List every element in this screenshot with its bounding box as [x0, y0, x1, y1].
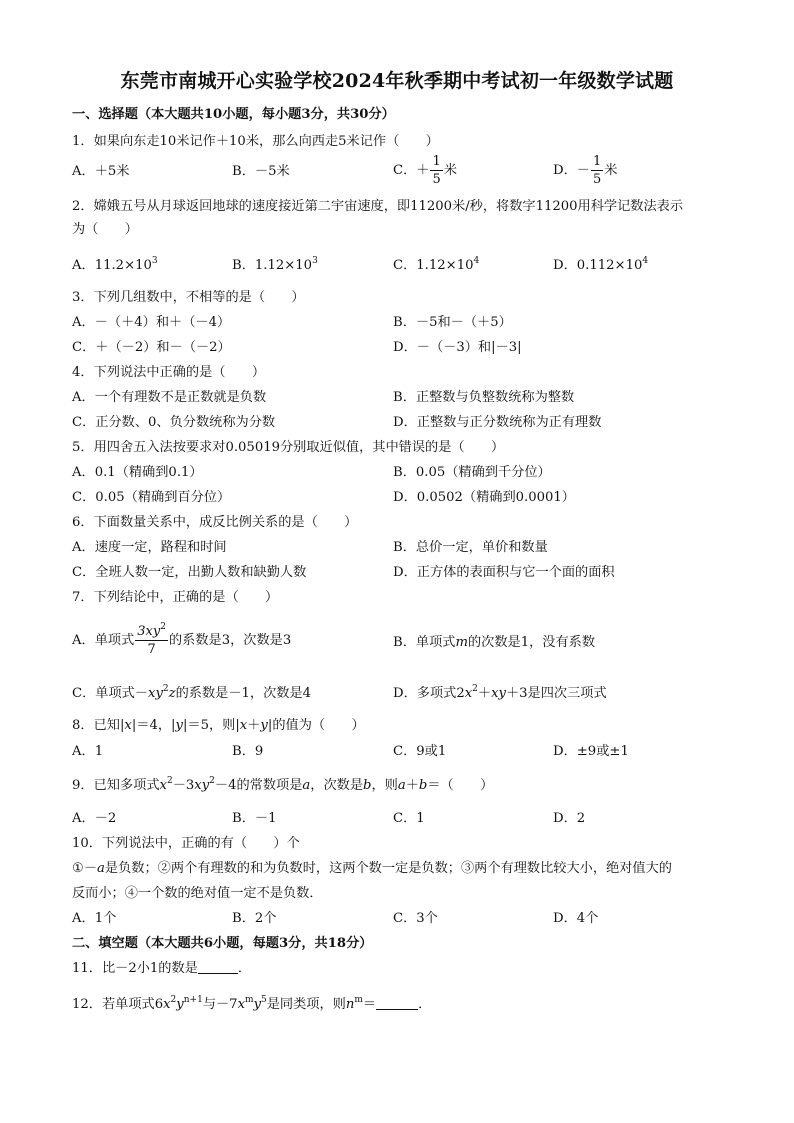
question-6-stem: 6．下面数量关系中，成反比例关系的是（ ） [72, 515, 358, 530]
section-2-heading: 二、填空题（本大题共6小题，每题3分，共18分） [72, 936, 373, 951]
question-4-stem: 4．下列说法中正确的是（ ） [72, 365, 266, 380]
q2-option-a: A．$11.2\times 10^3$ [72, 256, 158, 273]
q3-option-c: C．＋（－2）和－（－2） [72, 340, 231, 355]
q2-option-b: B．$1.12\times 10^3$ [232, 256, 318, 273]
answer-blank[interactable] [198, 960, 238, 974]
q7-option-d: D．多项式$2x^2+xy+3$是四次三项式 [393, 684, 607, 701]
q7-option-b: B．单项式m的次数是1，没有系数 [393, 635, 596, 650]
q9-option-c: C．1 [393, 811, 425, 826]
q10-option-b: B．2个 [232, 911, 277, 926]
q6-option-a: A．速度一定，路程和时间 [72, 540, 227, 555]
q2-option-d: D．$0.112\times 10^4$ [553, 256, 649, 273]
section-1-heading: 一、选择题（本大题共10小题，每小题3分，共30分） [72, 107, 395, 122]
fraction: $\frac{1}{5}$ [592, 154, 602, 187]
q10-option-c: C．3个 [393, 911, 438, 926]
question-1-stem: 1．如果向东走10米记作＋10米，那么向西走5米记作（ ） [72, 134, 439, 149]
fraction: $\frac{3xy^2}{7}$ [137, 622, 166, 657]
question-8-stem: 8．已知|x|＝4，|y|＝5，则|x＋y|的值为（ ） [72, 718, 365, 733]
q2-option-c: C．$1.12\times 10^4$ [393, 256, 480, 273]
q5-option-d: D．0.0502（精确到0.0001） [393, 490, 575, 505]
q10-option-a: A．1个 [72, 911, 117, 926]
q9-option-a: A．－2 [72, 811, 117, 826]
q7-option-c: C．单项式$-xy^2z$的系数是－1，次数是4 [72, 684, 312, 701]
question-11: 11．比－2小1的数是 ． [72, 961, 252, 976]
q8-option-c: C．9或1 [393, 744, 447, 759]
q8-option-b: B．9 [232, 744, 264, 759]
answer-blank[interactable] [376, 996, 418, 1010]
q5-option-c: C．0.05（精确到百分位） [72, 490, 231, 505]
q6-option-d: D．正方体的表面积与它一个面的面积 [393, 565, 615, 580]
q1-option-d: D．－ $\frac{1}{5}$ 米 [553, 154, 618, 187]
question-7-stem: 7．下列结论中，正确的是（ ） [72, 590, 279, 605]
q8-option-a: A．1 [72, 744, 104, 759]
question-12: 12．若单项式$6x^2y^{n+1}$与$-7x^my^5$是同类项，则$n^m=$ ． [72, 995, 432, 1012]
question-2-line-1: 2．嫦娥五号从月球返回地球的速度接近第二宇宙速度，即11200米/秒，将数字11200用科学记数法表示 [72, 199, 684, 214]
q5-option-a: A．0.1（精确到0.1） [72, 465, 203, 480]
q4-option-b: B．正整数与负整数统称为整数 [393, 390, 575, 405]
question-10-line-2: 反而小；④一个数的绝对值一定不是负数． [72, 886, 323, 901]
q8-option-d: D．±9或±1 [553, 744, 629, 759]
q1-option-a: A．＋5米 [72, 164, 130, 179]
question-9-stem: 9．已知多项式$x^2-3xy^2-4$的常数项是a，次数是b，则a＋b＝（ ） [72, 776, 494, 793]
question-2-line-2: 为（ ） [72, 222, 138, 237]
q4-option-d: D．正整数与正分数统称为正有理数 [393, 415, 602, 430]
q4-option-c: C．正分数、0、负分数统称为分数 [72, 415, 276, 430]
question-3-stem: 3．下列几组数中，不相等的是（ ） [72, 290, 305, 305]
fraction: $\frac{1}{5}$ [432, 154, 441, 187]
q6-option-c: C．全班人数一定，出勤人数和缺勤人数 [72, 565, 307, 580]
q7-option-a: A．单项式 $\frac{3xy^2}{7}$ 的系数是3，次数是3 [72, 622, 292, 657]
page-title: 东莞市南城开心实验学校2024年秋季期中考试初一年级数学试题 [120, 70, 674, 92]
question-10-line-1: ①－a是负数；②两个有理数的和为负数时，这两个数一定是负数；③两个有理数比较大小，绝对值大的 [72, 861, 672, 876]
q3-option-b: B．－5和－（＋5） [393, 315, 512, 330]
q6-option-b: B．总价一定，单价和数量 [393, 540, 548, 555]
q1-option-b: B．－5米 [232, 164, 290, 179]
q9-option-b: B．－1 [232, 811, 277, 826]
q1-option-c: C．＋ $\frac{1}{5}$ 米 [393, 154, 457, 187]
q3-option-d: D．－（－3）和|－3| [393, 340, 522, 355]
q5-option-b: B．0.05（精确到千分位） [393, 465, 551, 480]
q4-option-a: A．一个有理数不是正数就是负数 [72, 390, 267, 405]
q9-option-d: D．2 [553, 811, 586, 826]
question-5-stem: 5．用四舍五入法按要求对0.05019分别取近似值，其中错误的是（ ） [72, 440, 505, 455]
q10-option-d: D．4个 [553, 911, 599, 926]
question-10-stem: 10．下列说法中，正确的有（ ）个 [72, 836, 300, 851]
q3-option-a: A．－（＋4）和＋（－4） [72, 315, 231, 330]
